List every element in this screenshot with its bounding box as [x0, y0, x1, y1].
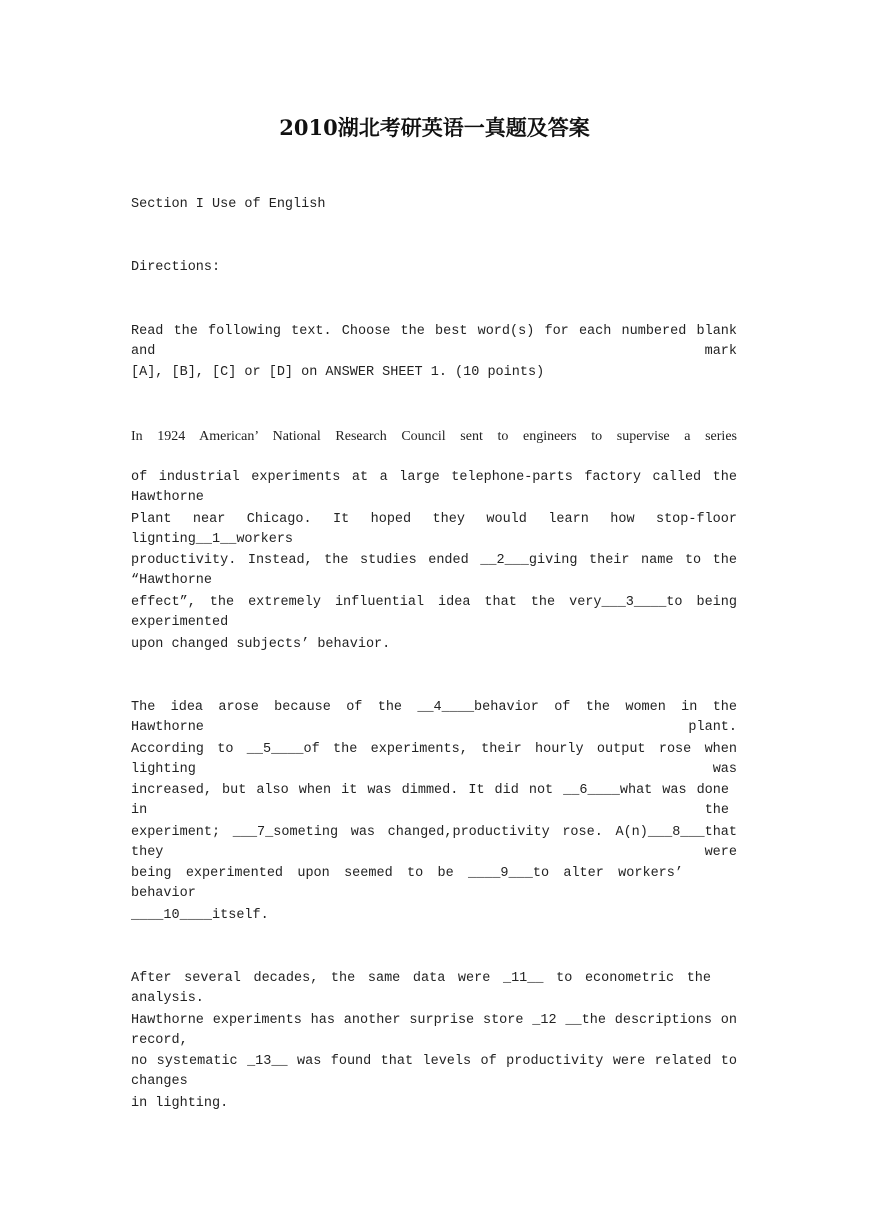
document-title: 2010湖北考研英语一真题及答案 — [279, 115, 590, 140]
paragraph1-line: upon changed subjects’ behavior. — [131, 637, 391, 652]
paragraph1-line: effect”, the extremely influential idea that the very___3____to being experimented — [131, 595, 737, 630]
directions-label: Directions: — [131, 260, 221, 275]
paragraph3-line: Hawthorne experiments has another surprise store _12 __the descriptions on record, — [131, 1013, 737, 1048]
paragraph1-line: productivity. Instead, the studies ended __2___giving their name to the “Hawthorne — [131, 553, 737, 588]
paragraph2-line: being experimented upon seemed to be ____9___to alter workers’ behavior — [131, 866, 683, 901]
section-heading: Section I Use of English — [131, 197, 326, 212]
paragraph2-line: The idea arose because of the __4____behavior of the women in the Hawthorne plant. — [131, 700, 737, 735]
directions-line: Read the following text. Choose the best word(s) for each numbered blank and mark — [131, 324, 737, 359]
paragraph3-line: in lighting. — [131, 1096, 229, 1111]
paragraph2-line: experiment; ___7_someting was changed,productivity rose. A(n)___8___that they were — [131, 825, 737, 860]
directions-line: [A], [B], [C] or [D] on ANSWER SHEET 1. (10 points) — [131, 365, 545, 380]
paragraph1-line: of industrial experiments at a large telephone-parts factory called the Hawthorne — [131, 470, 737, 505]
paragraph1-line: Plant near Chicago. It hoped they would learn how stop-floor lignting__1__workers — [131, 512, 737, 547]
paragraph2-line: ____10____itself. — [131, 908, 269, 923]
paragraph1-line: In 1924 American’ National Research Council sent to engineers to supervise a series — [131, 429, 737, 444]
paragraph2-line: According to __5____of the experiments, their hourly output rose when lighting was — [131, 742, 737, 777]
paragraph2-line: increased, but also when it was dimmed. It did not __6____what was done in the — [131, 783, 729, 818]
paragraph3-line: After several decades, the same data were _11__ to econometric the analysis. — [131, 971, 711, 1006]
paragraph3-line: no systematic _13__ was found that levels of productivity were related to changes — [131, 1054, 737, 1089]
